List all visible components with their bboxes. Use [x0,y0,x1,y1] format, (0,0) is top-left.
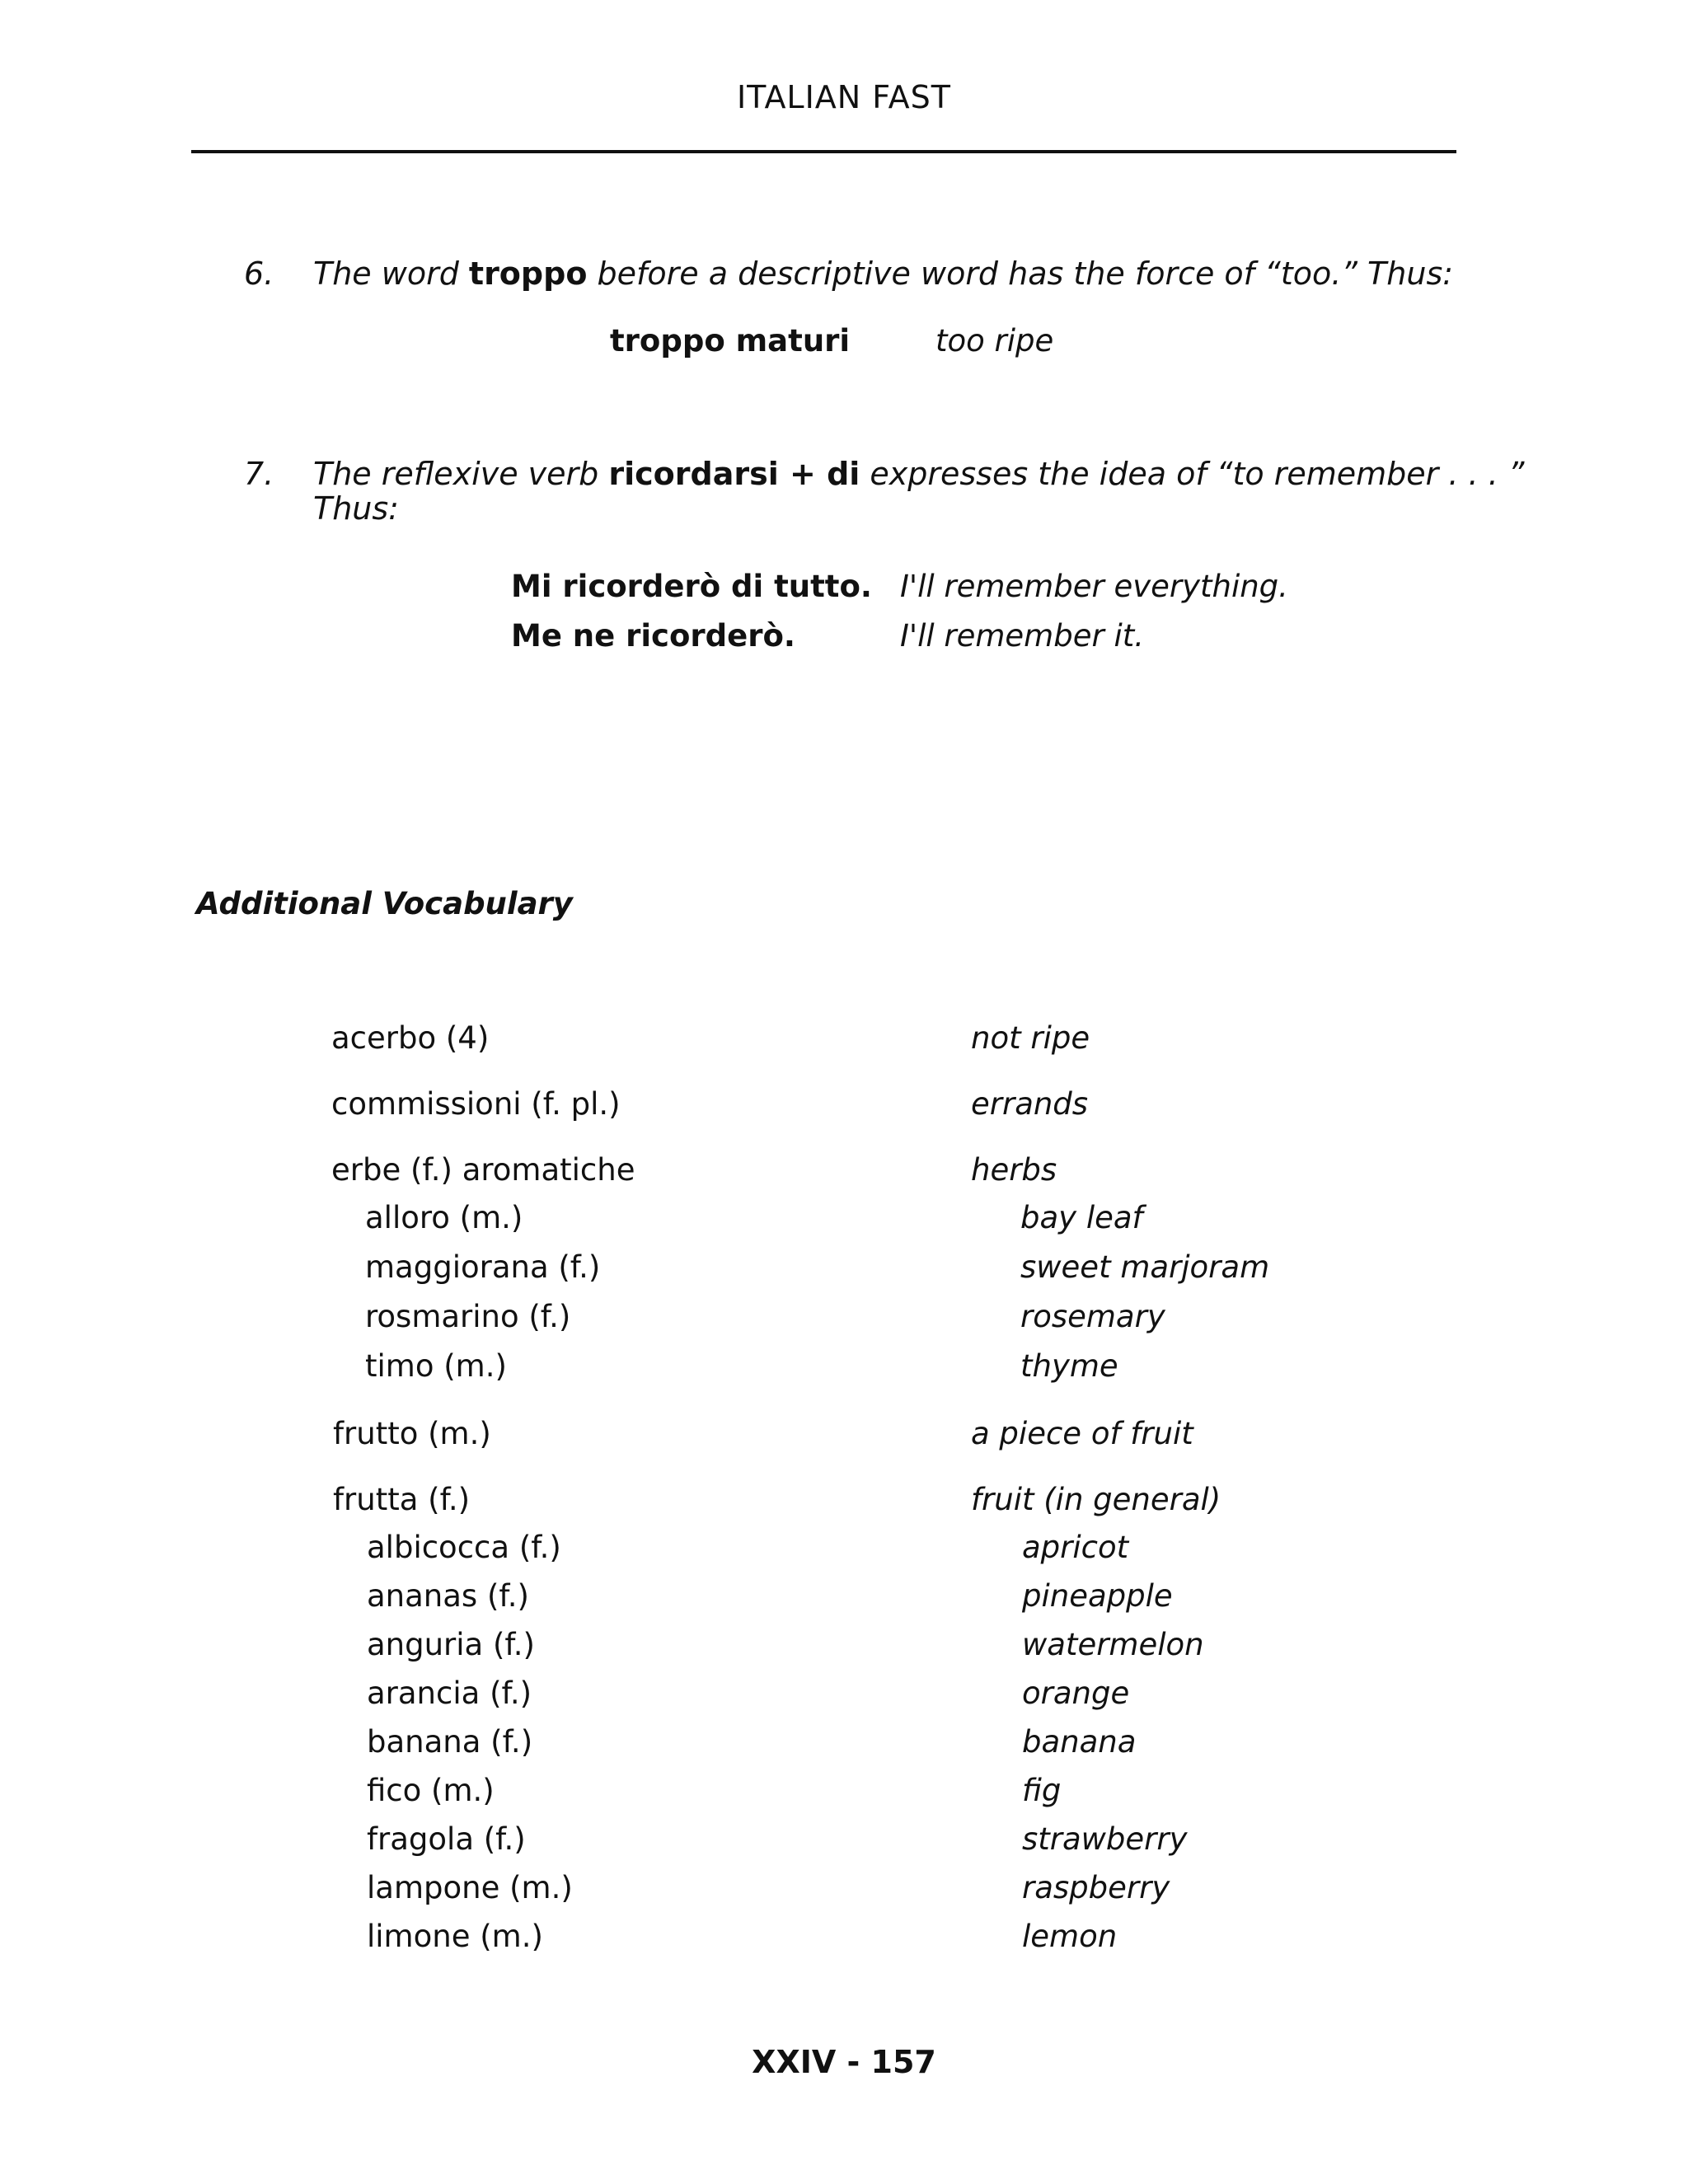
point-6-keyword: troppo [468,255,588,292]
vocab-english: orange [1022,1675,1130,1711]
vocab-english: bay leaf [1020,1200,1143,1235]
vocab-english: sweet marjoram [1020,1249,1270,1285]
vocab-italian: fico (m.) [367,1773,495,1808]
vocab-italian: frutta (f.) [333,1482,471,1517]
point-7-example-2-english: I'll remember it. [900,618,1144,654]
vocab-italian: alloro (m.) [365,1200,523,1235]
vocab-italian: timo (m.) [365,1348,507,1384]
vocab-english: fig [1022,1773,1062,1808]
vocab-english: herbs [971,1152,1057,1188]
point-7-continuation: Thus: [313,490,399,527]
vocab-english: thyme [1020,1348,1118,1384]
page-number: XXIV - 157 [752,2044,936,2080]
vocab-italian: banana (f.) [367,1724,533,1760]
point-7-example-2-italian: Me ne ricorderò. [511,618,795,654]
point-6-example-italian: troppo maturi [610,323,851,359]
vocab-italian: anguria (f.) [367,1627,535,1662]
vocab-italian: rosmarino (f.) [365,1299,571,1334]
point-7-number: 7. [244,456,274,492]
vocabulary-title: Additional Vocabulary [196,886,573,921]
point-7-example-1-italian: Mi ricorderò di tutto. [511,569,872,604]
vocab-italian: frutto (m.) [333,1416,491,1451]
point-7-example-1-english: I'll remember everything. [900,569,1288,604]
vocab-italian: erbe (f.) aromatiche [331,1152,635,1188]
vocab-english: strawberry [1022,1821,1188,1857]
vocab-english: a piece of fruit [971,1416,1193,1451]
vocab-english: fruit (in general) [971,1482,1221,1517]
vocab-italian: maggiorana (f.) [365,1249,601,1285]
point-7-keyword-2: di [827,456,860,492]
vocab-english: banana [1022,1724,1137,1760]
vocab-english: lemon [1022,1919,1118,1954]
vocab-italian: commissioni (f. pl.) [331,1086,621,1122]
vocab-italian: arancia (f.) [367,1675,532,1711]
vocab-italian: ananas (f.) [367,1578,529,1614]
vocab-english: raspberry [1022,1870,1170,1905]
vocab-english: errands [971,1086,1089,1122]
vocab-italian: albicocca (f.) [367,1530,561,1565]
vocab-italian: acerbo (4) [331,1020,490,1056]
header-rule [191,150,1456,153]
vocab-english: apricot [1022,1530,1129,1565]
point-7-keyword-1: ricordarsi [608,456,779,492]
vocab-italian: limone (m.) [367,1919,543,1954]
running-header: ITALIAN FAST [736,79,952,115]
vocab-italian: lampone (m.) [367,1870,573,1905]
vocab-english: rosemary [1020,1299,1165,1334]
point-6-text: The word troppo before a descriptive word has the force of “too.” Thus: [313,255,1454,292]
vocab-english: watermelon [1022,1627,1204,1662]
vocab-english: not ripe [971,1020,1090,1056]
point-6-number: 6. [244,255,274,292]
vocab-italian: fragola (f.) [367,1821,526,1857]
point-6-example-english: too ripe [935,323,1054,359]
vocab-english: pineapple [1022,1578,1173,1614]
point-7-text: The reflexive verb ricordarsi + di expresses the idea of “to remember . . . ” [313,456,1525,492]
